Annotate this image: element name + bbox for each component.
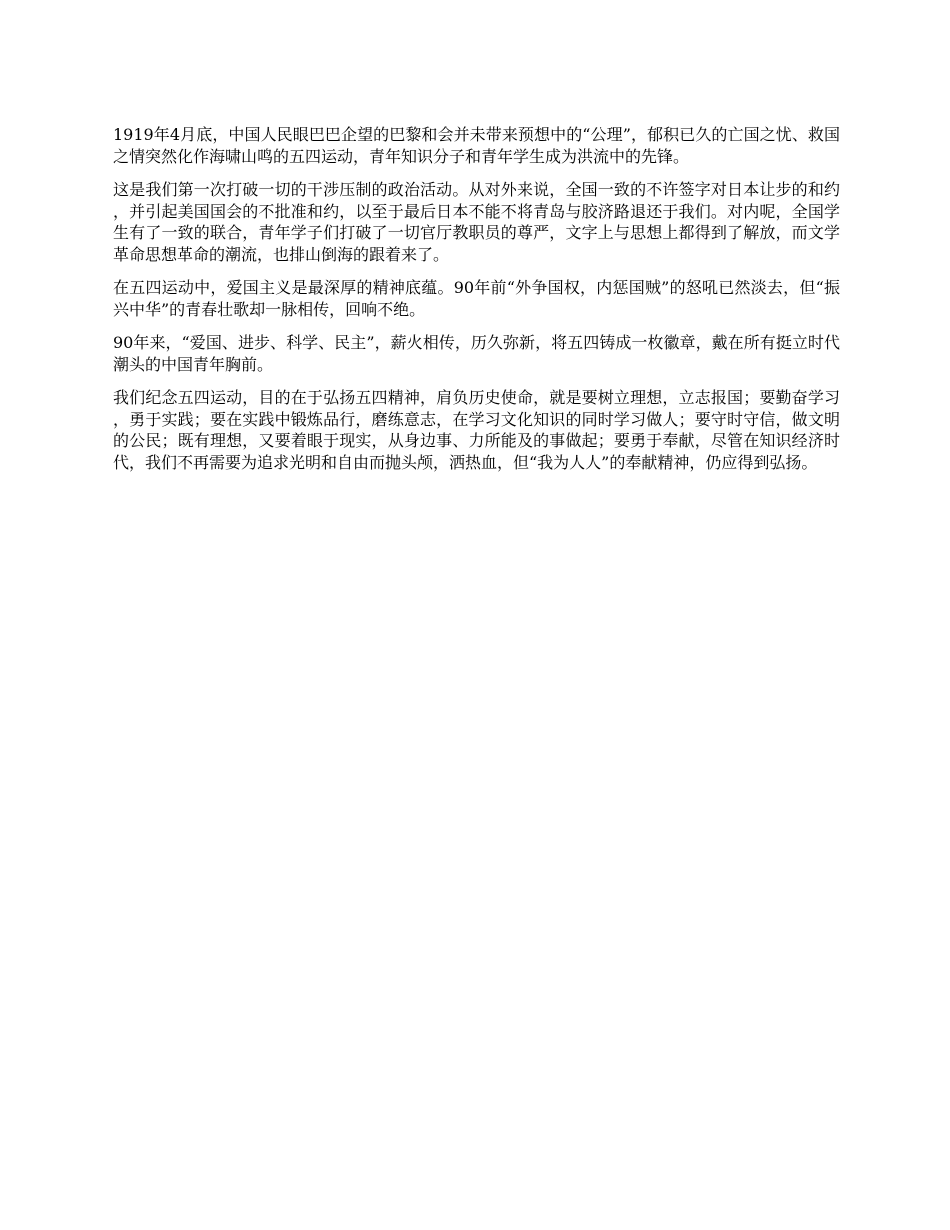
- document-page: [113, 124, 840, 485]
- paragraph-5: 我们纪念五四运动，目的在于弘扬五四精神，肩负历史使命，就是要树立理想，立志报国；要勤奋学习，勇于实践；要在实践中锻炼品行，磨练意志，在学习文化知识的同时学习做人；要守时守信，做文明的公民；既有理想，又要着眼于现实，从身边事、力所能及的事做起；要勇于奉献，尽管在知识经济时代，我们不再需要为追求光明和自由而抛头颅，洒热血，但“我为人人”的奉献精神，仍应得到弘扬。: [113, 388, 840, 472]
- paragraph-3: 在五四运动中，爱国主义是最深厚的精神底蕴。90年前“外争国权，内惩国贼”的怒吼已然淡去，但“振兴中华”的青春壮歌却一脉相传，回响不绝。: [113, 278, 840, 319]
- paragraph-1: 1919年4月底，中国人民眼巴巴企望的巴黎和会并未带来预想中的“公理”，郁积已久的亡国之忧、救国之情突然化作海啸山鸣的五四运动，青年知识分子和青年学生成为洪流中的先锋。: [113, 125, 840, 166]
- paragraph-2: 这是我们第一次打破一切的干涉压制的政治活动。从对外来说，全国一致的不许签字对日本让步的和约，并引起美国国会的不批准和约，以至于最后日本不能不将青岛与胶济路退还于我们。对内呢，全国学生有了一致的联合，青年学子们打破了一切官厅教职员的尊严，文字上与思想上都得到了解放，而文学革命思想革命的潮流，也排山倒海的跟着来了。: [113, 180, 840, 264]
- paragraph-4: 90年来，“爱国、进步、科学、民主”，薪火相传，历久弥新，将五四铸成一枚徽章，戴在所有挺立时代潮头的中国青年胸前。: [113, 333, 840, 374]
